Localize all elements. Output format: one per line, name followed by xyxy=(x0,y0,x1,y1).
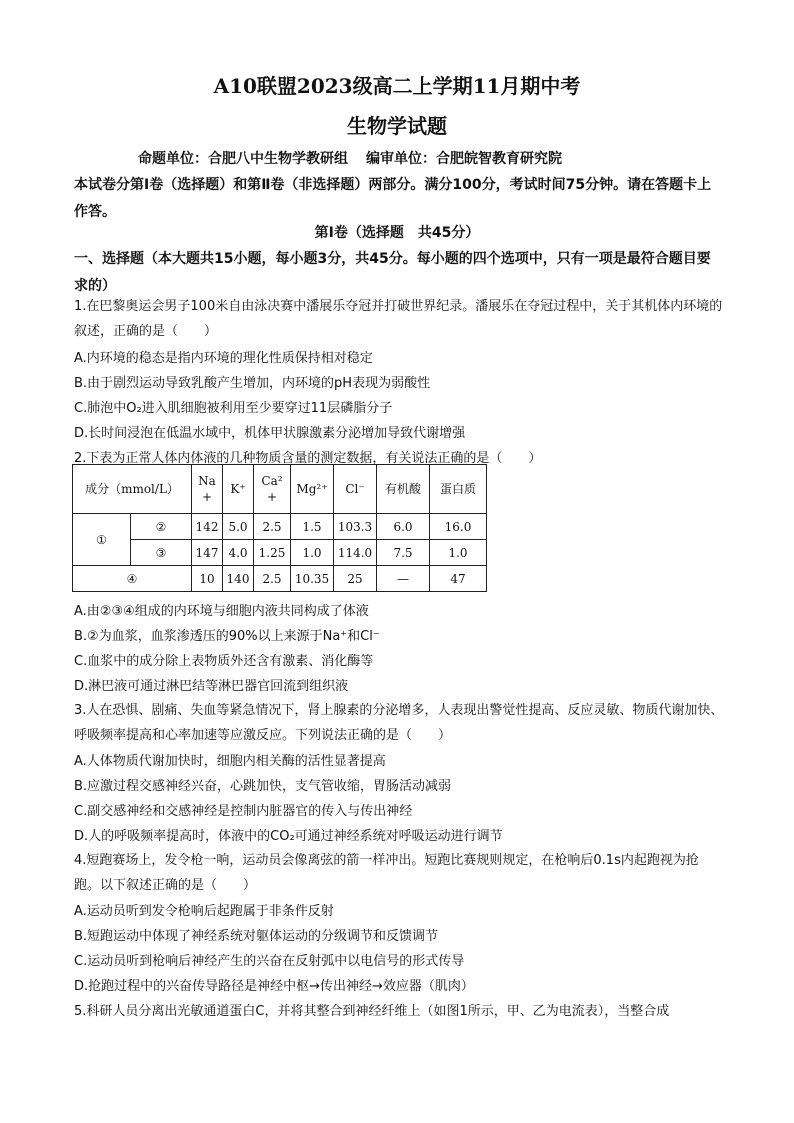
question-2-stem: 2.下表为正常人体内体液的几种物质含量的测定数据，有关说法正确的是（ ） xyxy=(74,451,542,466)
table-row xyxy=(73,514,487,540)
table-row-label: ③ xyxy=(131,540,192,566)
table-cell: 142 xyxy=(192,514,223,540)
question-4-option-b: B.短跑运动中体现了神经系统对躯体运动的分级调节和反馈调节 xyxy=(74,929,439,944)
table-cell: 7.5 xyxy=(377,540,430,566)
question-3-option-b: B.应激过程交感神经兴奋，心跳加快，支气管收缩，胃肠活动减弱 xyxy=(74,779,452,794)
table-header-k: K⁺ xyxy=(223,465,254,514)
table-cell: 16.0 xyxy=(430,514,487,540)
subject-title: 生物学试题 xyxy=(347,114,447,138)
setter-info xyxy=(138,148,562,168)
table-cell: 147 xyxy=(192,540,223,566)
table-cell: 1.0 xyxy=(291,540,334,566)
table-group-label: ① xyxy=(73,514,131,566)
question-1-option-a: A.内环境的稳态是指内环境的理化性质保持相对稳定 xyxy=(74,351,373,366)
question-3-option-a: A.人体物质代谢加快时，细胞内相关酶的活性显著提高 xyxy=(74,754,386,769)
table-cell: 6.0 xyxy=(377,514,430,540)
question-3-option-c: C.副交感神经和交感神经是控制内脏器官的传入与传出神经 xyxy=(74,804,413,819)
table-cell: 47 xyxy=(430,566,487,592)
table-header-ca: Ca² + xyxy=(254,465,291,514)
question-2-option-c: C.血浆中的成分除上表物质外还含有激素、消化酶等 xyxy=(74,654,374,669)
table-cell: 10 xyxy=(192,566,223,592)
table-cell: 5.0 xyxy=(223,514,254,540)
question-1-stem: 1.在巴黎奥运会男子100米自由泳决赛中潘展乐夺冠并打破世界纪录。潘展乐在夺冠过程中，关于其机体内环境的叙述，正确的是（ ） xyxy=(74,299,723,339)
editor-unit: 编审单位：合肥皖智教育研究院 xyxy=(366,151,562,167)
question-4-option-c: C.运动员听到枪响后神经产生的兴奋在反射弧中以电信号的形式传导 xyxy=(74,954,465,969)
table-row xyxy=(73,566,487,592)
part1-title: 第Ⅰ卷（选择题 共45分） xyxy=(314,225,480,241)
question-4-option-d: D.抢跑过程中的兴奋传导路径是神经中枢→传出神经→效应器（肌肉） xyxy=(74,979,474,994)
table-cell: 114.0 xyxy=(334,540,377,566)
question-1-option-b: B.由于剧烈运动导致乳酸产生增加，内环境的pH表现为弱酸性 xyxy=(74,376,431,391)
question-4-option-a: A.运动员听到发令枪响后起跑属于非条件反射 xyxy=(74,904,334,919)
table-header-mg: Mg²⁺ xyxy=(291,465,334,514)
exam-title: A10联盟2023级高二上学期11月期中考 xyxy=(213,74,581,98)
question-3-option-d: D.人的呼吸频率提高时，体液中的CO₂可通过神经系统对呼吸运动进行调节 xyxy=(74,829,503,844)
table-cell: 1.0 xyxy=(430,540,487,566)
table-header-protein: 蛋白质 xyxy=(430,465,487,514)
table-cell: 25 xyxy=(334,566,377,592)
table-cell: 2.5 xyxy=(254,514,291,540)
question-5-stem: 5.科研人员分离出光敏通道蛋白C，并将其整合到神经纤维上（如图1所示，甲、乙为电流表），当整合成 xyxy=(74,1004,670,1019)
table-cell: 2.5 xyxy=(254,566,291,592)
table-row-label: ④ xyxy=(73,566,192,592)
table-corner: 成分（mmol/L） xyxy=(73,465,192,514)
exam-notice: 本试卷分第Ⅰ卷（选择题）和第Ⅱ卷（非选择题）两部分。满分100分，考试时间75分钟。请在答题卡上作答。 xyxy=(74,177,712,220)
table-row-label: ② xyxy=(131,514,192,540)
setter-unit: 命题单位：合肥八中生物学教研组 xyxy=(138,151,348,167)
table-cell: 4.0 xyxy=(223,540,254,566)
table-header-na: Na + xyxy=(192,465,223,514)
question-2-option-b: B.②为血浆，血浆渗透压的90%以上来源于Na⁺和Cl⁻ xyxy=(74,629,380,644)
table-header-row xyxy=(73,465,487,514)
question-2-option-a: A.由②③④组成的内环境与细胞内液共同构成了体液 xyxy=(74,604,369,619)
table-cell: 10.35 xyxy=(291,566,334,592)
table-cell: — xyxy=(377,566,430,592)
table-cell: 103.3 xyxy=(334,514,377,540)
question-1-option-d: D.长时间浸泡在低温水域中，机体甲状腺激素分泌增加导致代谢增强 xyxy=(74,426,466,441)
table-header-cl: Cl⁻ xyxy=(334,465,377,514)
question-4-stem: 4.短跑赛场上，发令枪一响，运动员会像离弦的箭一样冲出。短跑比赛规则规定，在枪响后0.1s内起跑视为抢跑。以下叙述正确的是（ ） xyxy=(74,853,699,893)
table-cell: 1.5 xyxy=(291,514,334,540)
question-2-option-d: D.淋巴液可通过淋巴结等淋巴器官回流到组织液 xyxy=(74,679,349,694)
table-row xyxy=(73,540,487,566)
fluid-composition-table xyxy=(72,464,487,592)
section-instruction: 一、选择题（本大题共15小题，每小题3分，共45分。每小题的四个选项中，只有一项是最符合题目要求的） xyxy=(74,251,711,294)
table-cell: 140 xyxy=(223,566,254,592)
question-3-stem: 3.人在恐惧、剧痛、失血等紧急情况下，肾上腺素的分泌增多，人表现出警觉性提高、反应灵敏、物质代谢加快、呼吸频率提高和心率加速等应激反应。下列说法正确的是（ ） xyxy=(74,703,724,743)
question-1-option-c: C.肺泡中O₂进入肌细胞被利用至少要穿过11层磷脂分子 xyxy=(74,401,393,416)
table-header-organic-acid: 有机酸 xyxy=(377,465,430,514)
table-cell: 1.25 xyxy=(254,540,291,566)
